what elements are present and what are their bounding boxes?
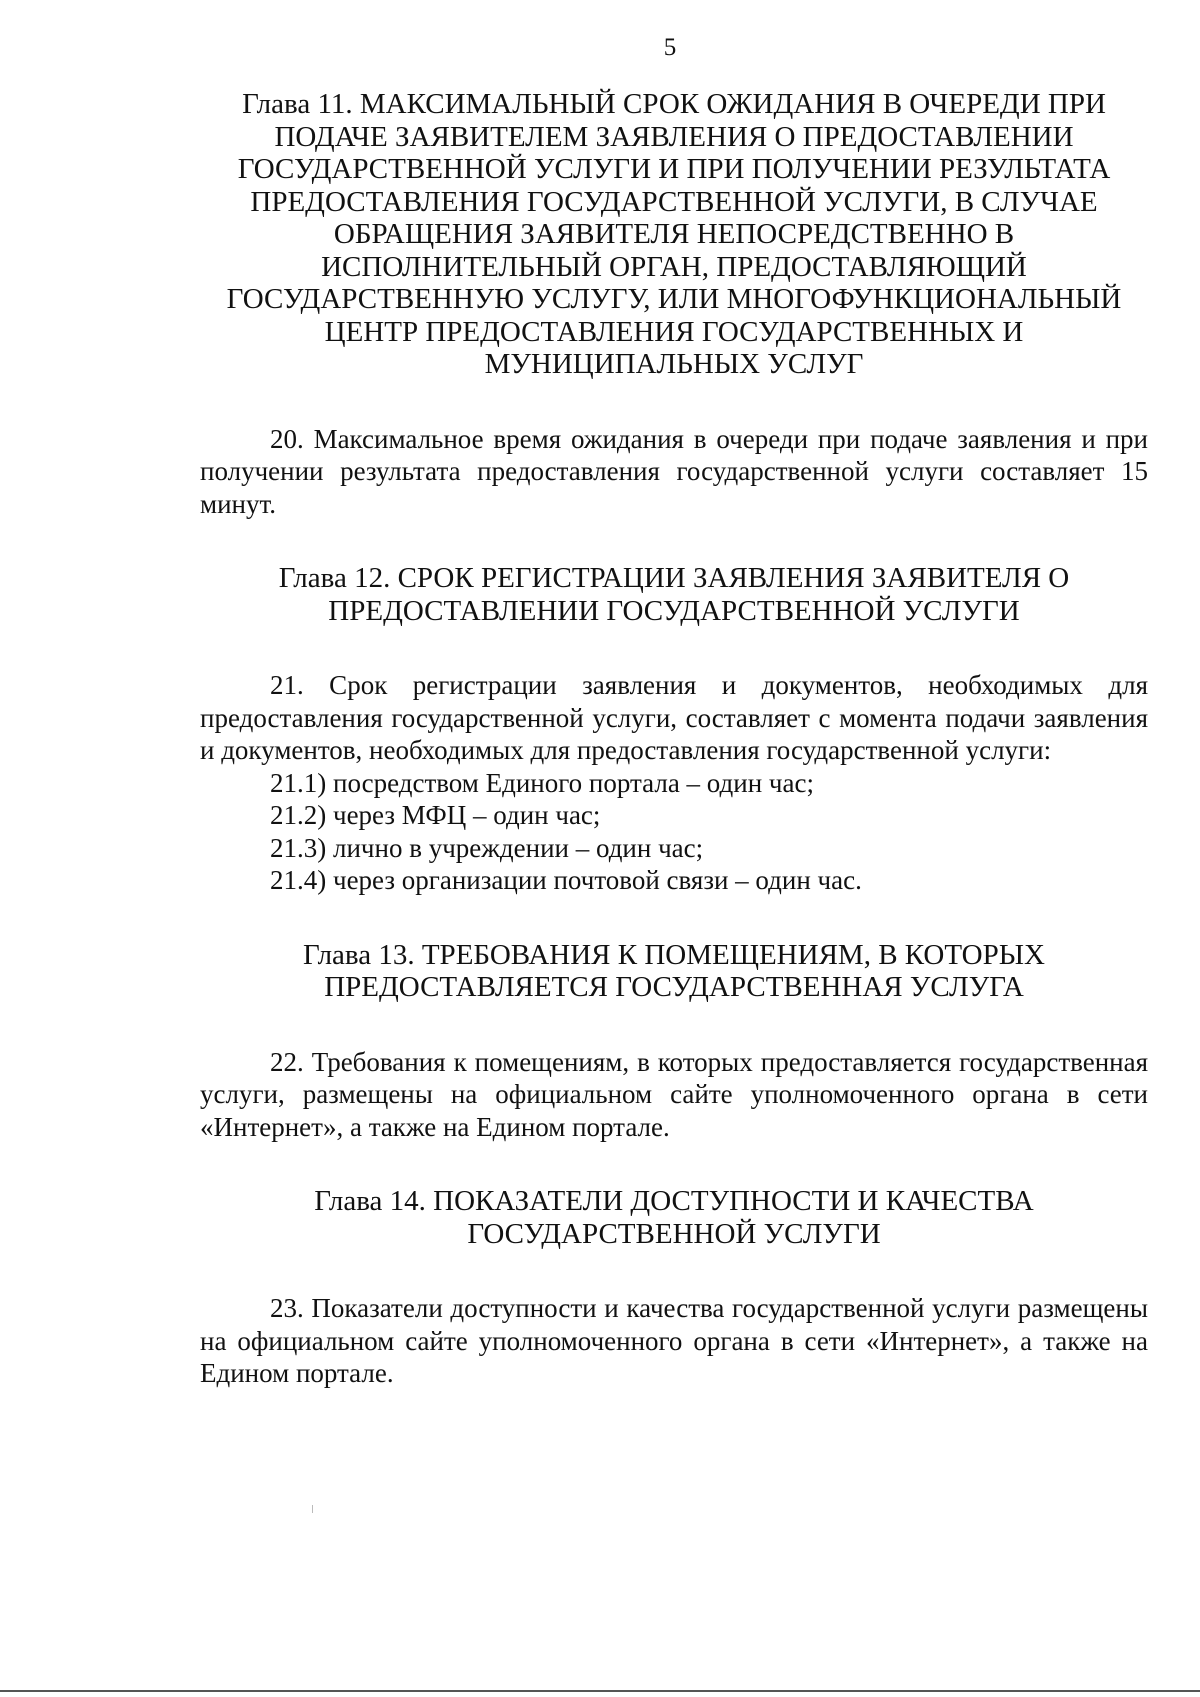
list-item-21-1: 21.1) посредством Единого портала – один час; [270,767,814,798]
paragraph-21: 21. Срок регистрации заявления и документов, необходимых для предоставления государственной услуги, составляет с момента подачи заявления и документов, необходимых для предоставления государственной услуги: [200,670,1148,765]
chapter-12-heading: Глава 12. СРОК РЕГИСТРАЦИИ ЗАЯВЛЕНИЯ ЗАЯВИТЕЛЯ О ПРЕДОСТАВЛЕНИИ ГОСУДАРСТВЕННОЙ УСЛУГИ [278,562,1070,627]
list-item-21-4: 21.4) через организации почтовой связи – один час. [270,865,862,895]
scan-bottom-edge [0,1690,1200,1692]
list-item-21-3: 21.3) лично в учреждении – один час; [270,832,704,863]
paragraph-22: 22. Требования к помещениям, в которых предоставляется государственная услуги, размещены на официальном сайте уполномоченного органа в сети «Интернет», а также на Едином портале. [200,1046,1148,1142]
chapter-11-heading: Глава 11. МАКСИМАЛЬНЫЙ СРОК ОЖИДАНИЯ В ОЧЕРЕДИ ПРИ ПОДАЧЕ ЗАЯВИТЕЛЕМ ЗАЯВЛЕНИЯ О ПРЕДОСТАВЛЕНИИ ГОСУДАРСТВЕННОЙ УСЛУГИ И ПРИ ПОЛУЧЕНИИ РЕЗУЛЬТАТА ПРЕДОСТАВЛЕНИЯ ГОСУДАРСТВЕННОЙ УСЛУГИ, В СЛУЧАЕ ОБРАЩЕНИЯ ЗАЯВИТЕЛЯ НЕПОСРЕДСТВЕННО В ИСПОЛНИТЕЛЬНЫЙ ОРГАН, ПРЕДОСТАВЛЯЮЩИЙ ГОСУДАРСТВЕННУЮ УСЛУГУ, ИЛИ МНОГОФУНКЦИОНАЛЬНЫЙ ЦЕНТР ПРЕДОСТАВЛЕНИЯ ГОСУДАРСТВЕННЫХ И МУНИЦИПАЛЬНЫХ УСЛУГ [226,88,1122,380]
chapter-13-heading: Глава 13. ТРЕБОВАНИЯ К ПОМЕЩЕНИЯМ, В КОТОРЫХ ПРЕДОСТАВЛЯЕТСЯ ГОСУДАРСТВЕННАЯ УСЛУГА [302,938,1045,1003]
paragraph-23: 23. Показатели доступности и качества государственной услуги размещены на официальном сайте уполномоченного органа в сети «Интернет», а также на Едином портале. [200,1293,1148,1388]
page-content [200,88,1148,1390]
paragraph-20: 20. Максимальное время ожидания в очереди при подаче заявления и при получении результата предоставления государственной услуги составляет 15 минут. [200,423,1148,519]
scan-speck [312,1505,313,1513]
page-number: 5 [663,34,677,61]
list-item-21-2: 21.2) через МФЦ – один час; [270,800,601,830]
chapter-14-heading: Глава 14. ПОКАЗАТЕЛИ ДОСТУПНОСТИ И КАЧЕСТВА ГОСУДАРСТВЕННОЙ УСЛУГИ [314,1185,1034,1250]
